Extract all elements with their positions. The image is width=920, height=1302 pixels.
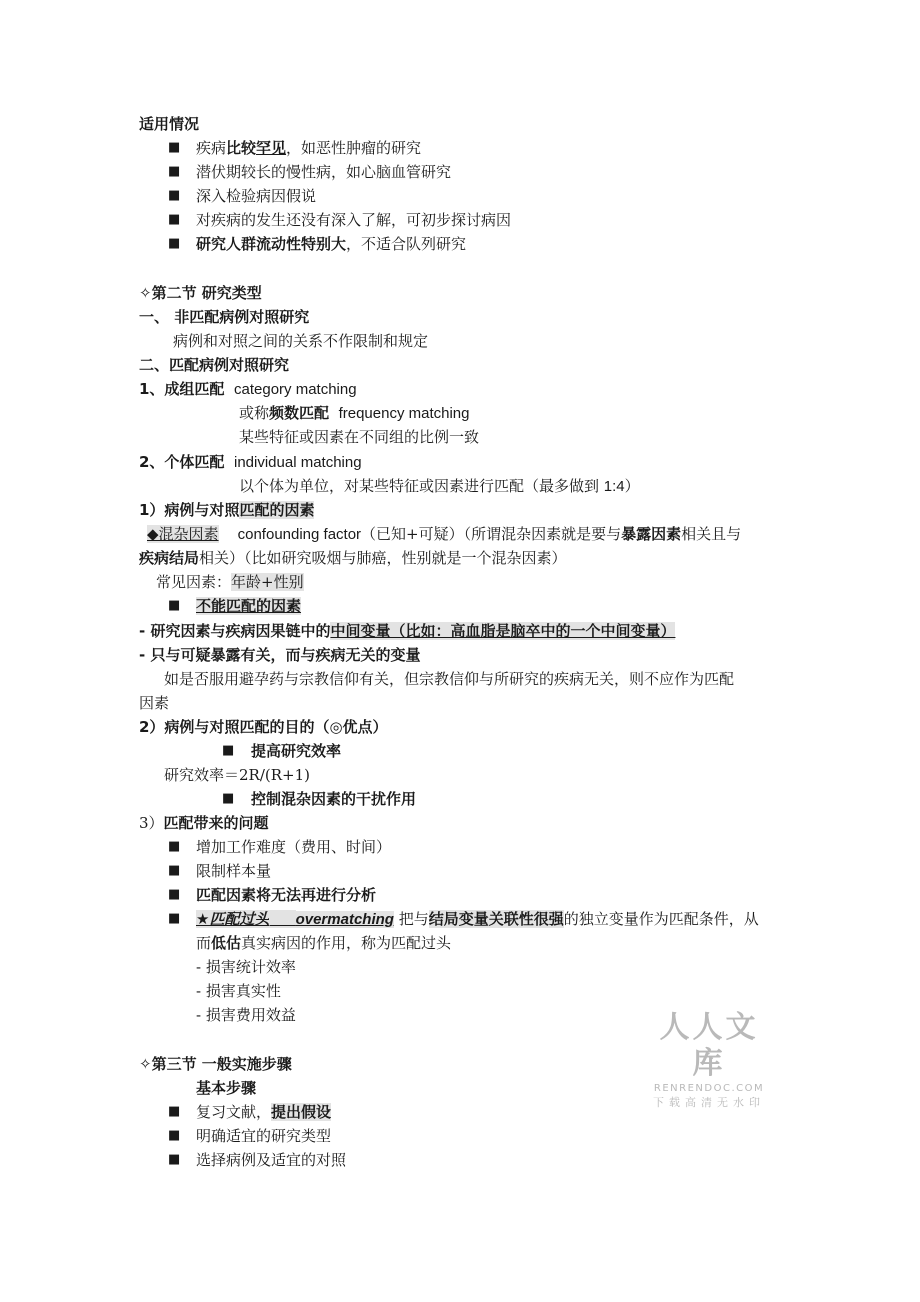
bullet-square-icon: ■ <box>168 1152 181 1167</box>
bullet-square-icon: ■ <box>168 598 181 613</box>
confounding-line: ◆混杂因素 confounding factor（已知+可疑）（所谓混杂因素就是要与暴露因素相关且与 <box>147 525 742 543</box>
list-item: 复习文献，提出假设 <box>196 1103 332 1121</box>
paragraph: 以个体为单位，对某些特征或因素进行匹配（最多做到 1:4） <box>239 477 640 495</box>
watermark-slogan: 下载高清无水印 <box>653 1096 765 1109</box>
subheading-matched-factors: 1）病例与对照匹配的因素 <box>139 501 315 519</box>
section-heading-applicable: 适用情况 <box>139 115 200 133</box>
frequency-matching-line: 或称频数匹配 frequency matching <box>239 404 470 422</box>
watermark-logo <box>646 1010 772 1111</box>
list-item: 疾病比较罕见，如恶性肿瘤的研究 <box>196 139 422 157</box>
category-matching-line: 1、成组匹配 category matching <box>139 380 357 398</box>
subheading-basic-steps: 基本步骤 <box>196 1079 257 1097</box>
bullet-square-icon: ■ <box>222 791 235 806</box>
section-heading-types: ✧第二节 研究类型 <box>139 284 262 302</box>
overmatching-line: ★匹配过头 overmatching 把与结局变量关联性很强的独立变量作为匹配条件，从 <box>196 910 759 928</box>
bullet-square-icon: ■ <box>168 863 181 878</box>
subheading-problems: 3）匹配带来的问题 <box>139 814 269 832</box>
overmatching-line-cont: 而低估真实病因的作用，称为匹配过头 <box>196 934 452 952</box>
harm-item: - 损害统计效率 <box>196 958 296 976</box>
list-item: 增加工作难度（费用、时间） <box>196 838 392 856</box>
bullet-square-icon: ■ <box>168 887 181 902</box>
watermark-title: 人人文库 <box>659 1010 759 1081</box>
bullet-square-icon: ■ <box>168 1128 181 1143</box>
bullet-square-icon: ■ <box>168 188 181 203</box>
subheading-purpose: 2）病例与对照匹配的目的（◎优点） <box>139 718 388 736</box>
harm-item: - 损害真实性 <box>196 982 281 1000</box>
goal-item: 提高研究效率 <box>251 742 342 760</box>
list-item: 研究人群流动性特别大，不适合队列研究 <box>196 235 467 253</box>
watermark-site: RENRENDOC.COM <box>653 1083 765 1094</box>
dash-item: - 研究因素与疾病因果链中的中间变量（比如：高血脂是脑卒中的一个中间变量） <box>139 622 676 640</box>
formula: 研究效率＝2R/(R+1) <box>164 766 311 784</box>
list-item: 匹配因素将无法再进行分析 <box>196 886 377 904</box>
list-item: 潜伏期较长的慢性病，如心脑血管研究 <box>196 163 452 181</box>
list-item: 明确适宜的研究类型 <box>196 1127 332 1145</box>
paragraph: 某些特征或因素在不同组的比例一致 <box>239 428 480 446</box>
paragraph: 如是否服用避孕药与宗教信仰有关，但宗教信仰与所研究的疾病无关，则不应作为匹配 <box>164 670 735 688</box>
list-item: 选择病例及适宜的对照 <box>196 1151 347 1169</box>
section-heading-steps: ✧第三节 一般实施步骤 <box>139 1055 292 1073</box>
bullet-square-icon: ■ <box>168 212 181 227</box>
individual-matching-line: 2、个体匹配 individual matching <box>139 453 362 471</box>
no-match-heading: 不能匹配的因素 <box>196 597 302 615</box>
bullet-square-icon: ■ <box>168 911 181 926</box>
subheading-matched: 二、匹配病例对照研究 <box>139 356 290 374</box>
bullet-square-icon: ■ <box>168 1104 181 1119</box>
list-item: 深入检验病因假说 <box>196 187 317 205</box>
paragraph: 病例和对照之间的关系不作限制和规定 <box>173 332 429 350</box>
paragraph: 因素 <box>139 694 170 712</box>
harm-item: - 损害费用效益 <box>196 1006 296 1024</box>
subheading-unmatched: 一、 非匹配病例对照研究 <box>139 308 310 326</box>
bullet-square-icon: ■ <box>168 164 181 179</box>
goal-item: 控制混杂因素的干扰作用 <box>251 790 417 808</box>
list-item: 限制样本量 <box>196 862 272 880</box>
bullet-square-icon: ■ <box>168 839 181 854</box>
bullet-square-icon: ■ <box>168 140 181 155</box>
bullet-square-icon: ■ <box>222 743 235 758</box>
bullet-square-icon: ■ <box>168 236 181 251</box>
common-factors-line: 常见因素：年龄+性别 <box>156 573 304 591</box>
confounding-line-cont: 疾病结局相关）（比如研究吸烟与肺癌，性别就是一个混杂因素） <box>139 549 567 567</box>
list-item: 对疾病的发生还没有深入了解，可初步探讨病因 <box>196 211 512 229</box>
dash-item: - 只与可疑暴露有关，而与疾病无关的变量 <box>139 646 421 664</box>
